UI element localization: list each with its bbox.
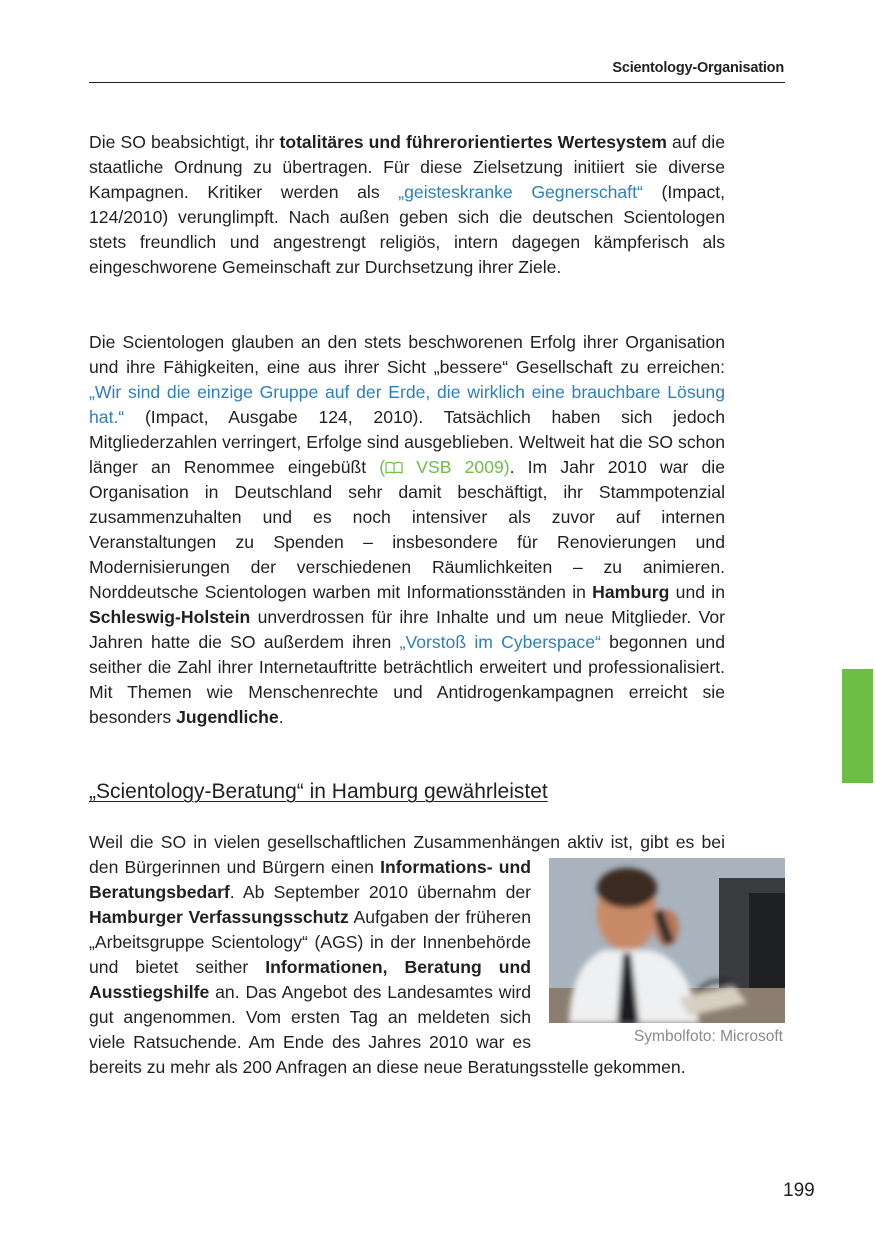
p2-bold-jugendliche: Jugendliche (176, 707, 279, 727)
p3-bold-3: Informationen, Beratung und Ausstiegshilfe (89, 957, 531, 1002)
symbol-photo (549, 858, 785, 1023)
photo-caption: Symbolfoto: Microsoft (633, 1028, 783, 1045)
p2-text-1: Die Scientologen glauben an den stets beschworenen Erfolg ihrer Organisation und ihre Fähigkeiten, eine aus ihrer Sicht „bessere“ Gesellschaft zu erreichen: (89, 332, 725, 377)
p1-text-2: auf die staatliche Ordnung zu übertragen. Für diese Zielsetzung initiiert sie diverse Kampagnen. Kritiker werden als (89, 132, 725, 202)
p1-text-3: (Impact, 124/2010) verunglimpft. Nach außen geben sich die deutschen Scientologen stets freundlich und angestrengt religiös, intern dagegen kämpferisch als eingeschworene Gemeinschaft zur Durchsetzung ihrer Ziele. (89, 182, 726, 277)
book-icon (385, 461, 403, 474)
paragraph-2 (89, 330, 725, 730)
page-number: 199 (783, 1180, 815, 1201)
p2-bold-schleswig-holstein: Schleswig-Holstein (89, 607, 251, 627)
photo-illustration (549, 858, 785, 1023)
reference-link[interactable] (379, 457, 509, 477)
p2-quote-2: „Vorstoß im Cyberspace“ (399, 632, 601, 652)
chapter-tab (842, 669, 873, 783)
reference-open-paren: ( (379, 457, 386, 477)
p1-quote: „geisteskranke Gegnerschaft“ (398, 182, 643, 202)
p2-text-2: (Impact, Ausgabe 124, 2010). Tatsächlich haben sich jedoch Mitgliederzahlen verringert, Erfolge sind ausgeblieben. Weltweit hat die SO schon länger an Renommee eingebüßt (89, 407, 725, 477)
p2-bold-hamburg: Hamburg (592, 582, 670, 602)
header-divider (89, 82, 785, 83)
p3-bold-2: Hamburger Verfassungsschutz (89, 907, 349, 927)
p2-quote-1: „Wir sind die einzige Gruppe auf der Erde, die wirklich eine brauchbare Lösung hat.“ (89, 382, 725, 427)
p3-text-3: Aufgaben der früheren „Arbeitsgruppe Scientology“ (AGS) in der Innenbehörde und bietet seither (89, 907, 531, 977)
photo-figure (549, 855, 785, 1047)
p3-text-1: Weil die SO in vielen gesellschaftlichen Zusammenhängen aktiv ist, gibt es bei den Bürgerinnen und Bürgern einen (89, 832, 725, 877)
p2-text-3: . Im Jahr 2010 war die Organisation in Deutschland sehr damit beschäftigt, ihr Stammpotenzial zusammenzuhalten und es noch intensiver als zuvor auf internen Veranstaltungen zu Spenden – insbesondere für Renovierungen und Modernisierungen der verschiedenen Räumlichkeiten – zu animieren. Norddeutsche Scientologen warben mit Informationsständen in (89, 457, 725, 602)
p3-text-2: . Ab September 2010 übernahm der (229, 882, 531, 902)
p1-text-1: Die SO beabsichtigt, ihr (89, 132, 280, 152)
section-heading: „Scientology-Beratung“ in Hamburg gewährleistet (89, 780, 548, 803)
p2-text-7: . (278, 707, 284, 727)
reference-text: VSB 2009) (403, 457, 510, 477)
p3-text-4: an. Das Angebot des Landesamtes wird gut angenommen. Vom ersten Tag an meldeten sich viele Ratsuchende. Am Ende des Jahres 2010 war es bereits zu mehr als 200 Anfragen an diese neue Beratungsstelle gekommen. (89, 982, 686, 1077)
p2-text-5: unverdrossen für ihre Inhalte und um neue Mitglieder. Vor Jahren hatte die SO außerdem ihren (89, 607, 725, 652)
p2-text-4: und in (669, 582, 725, 602)
p2-text-6: begonnen und seither die Zahl ihrer Internetauftritte beträchtlich erweitert und professionalisiert. Mit Themen wie Menschenrechte und Antidrogenkampagnen erreicht sie besonders (89, 632, 725, 727)
running-header: Scientology-Organisation (612, 60, 784, 76)
p1-bold-1: totalitäres und führerorientiertes Wertesystem (279, 132, 667, 152)
p3-bold-1: Informations- und Beratungsbedarf (89, 857, 531, 902)
paragraph-3 (89, 830, 783, 1080)
paragraph-1 (89, 130, 725, 280)
